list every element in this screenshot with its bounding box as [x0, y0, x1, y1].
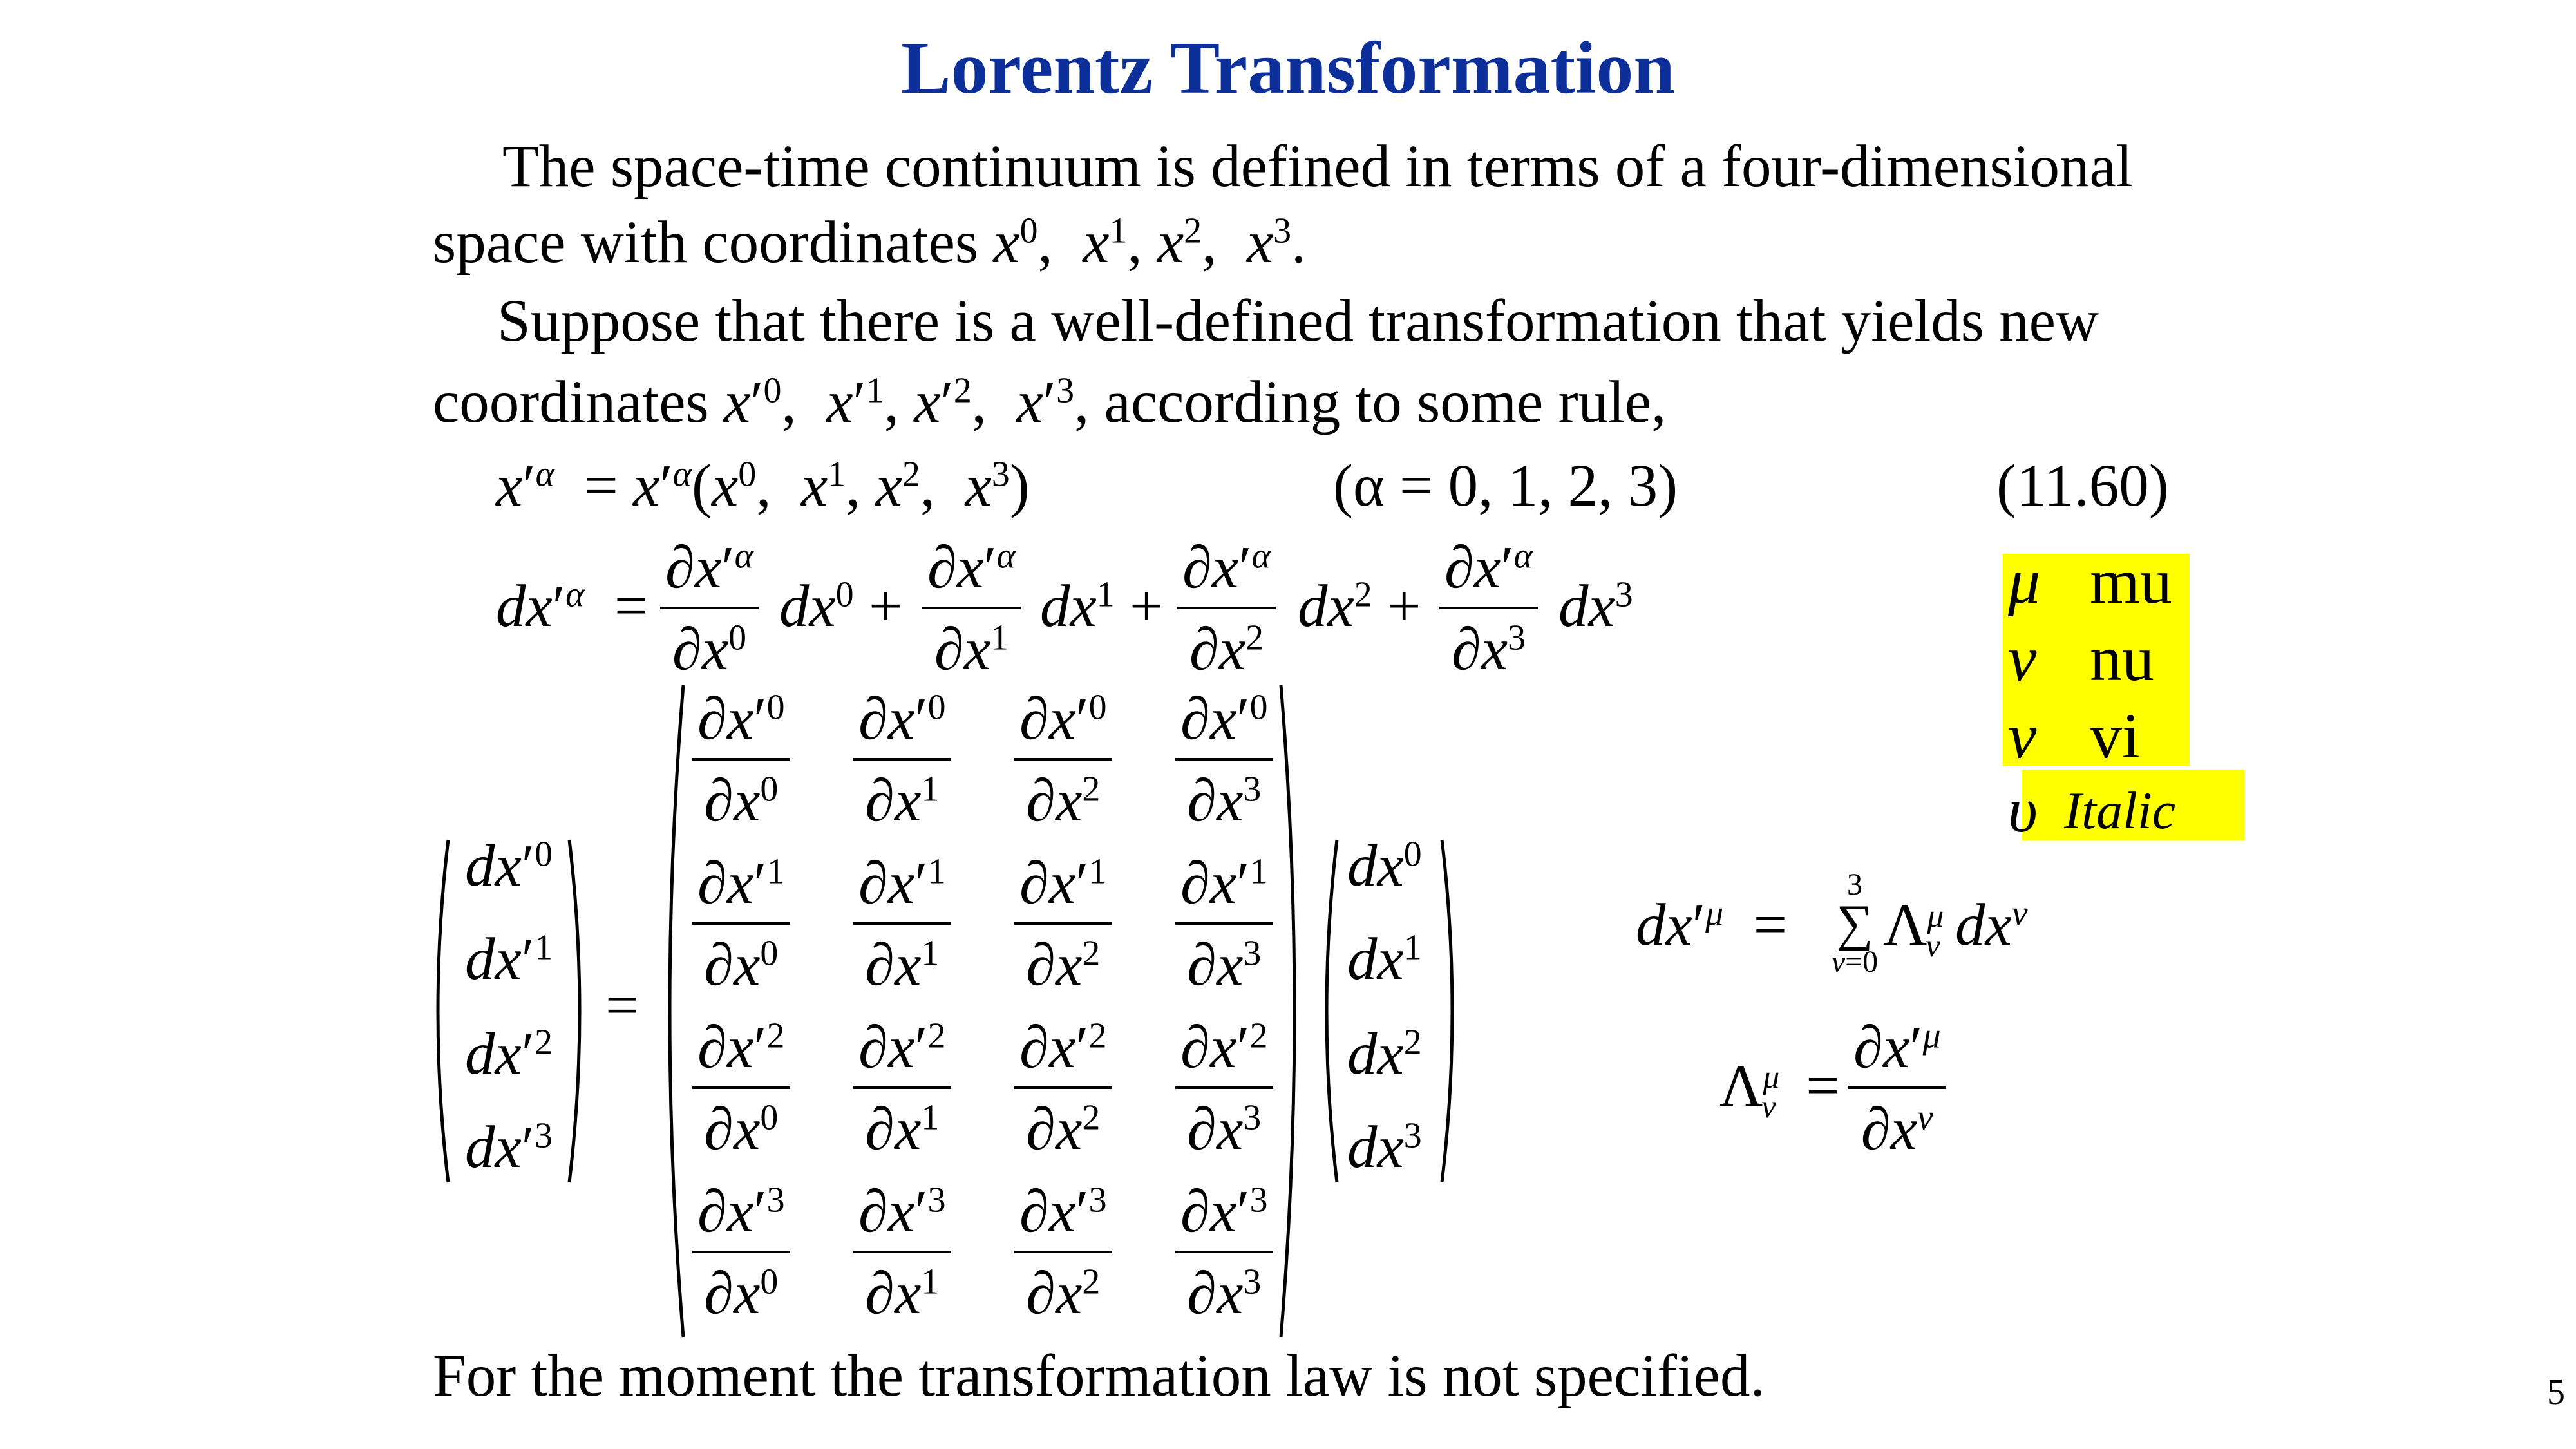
rhs-dx-3: $dx^3$ [1347, 1114, 1422, 1180]
dx-prime-alpha-lhs: $dx'^\alpha$ = [496, 573, 649, 639]
lhs-dx-prime-0: $dx'^0$ [465, 833, 553, 899]
jacobian-entry-2-0: $\partial x'^2$ $\partial x^0$ [692, 1018, 790, 1159]
legend-symbol-1: ν [2008, 623, 2037, 694]
right-vector-lparen [1314, 837, 1340, 1185]
matrix-lparen [654, 683, 686, 1340]
lhs-dx-prime-3: $dx'^3$ [465, 1114, 553, 1180]
legend-symbol-3: υ [2008, 774, 2038, 846]
matrix-rparen [1278, 683, 1311, 1340]
legend-name-1: nu [2090, 623, 2154, 694]
jacobian-entry-0-3: $\partial x'^0$ $\partial x^3$ [1175, 689, 1273, 831]
rhs-dx-1: $dx^1$ [1347, 926, 1422, 992]
paragraph2-line1: Suppose that there is a well-defined transformation that yields new [497, 288, 2099, 354]
legend-name-3: Italic [2064, 781, 2176, 840]
jacobian-entry-2-3: $\partial x'^2$ $\partial x^3$ [1175, 1018, 1273, 1159]
paragraph2-line2-start: coordinates [433, 369, 709, 435]
paragraph2-line2-end: , according to some rule, [1074, 369, 1667, 435]
jacobian-entry-3-3: $\partial x'^3$ $\partial x^3$ [1175, 1182, 1273, 1323]
partial-frac-1: $\partial x'^\alpha$ $\partial x^1$ [922, 538, 1021, 679]
legend-name-2: vi [2090, 700, 2140, 772]
jacobian-entry-1-3: $\partial x'^1$ $\partial x^3$ [1175, 853, 1273, 995]
legend-symbol-0: μ [2008, 545, 2041, 617]
jacobian-entry-0-0: $\partial x'^0$ $\partial x^0$ [692, 689, 790, 831]
sum-symbol: 3 ∑ ν=0 [1831, 867, 1879, 979]
rhs-dx-2: $dx^2$ [1347, 1021, 1422, 1087]
jacobian-entry-0-2: $\partial x'^0$ $\partial x^2$ [1014, 689, 1112, 831]
jacobian-entry-2-2: $\partial x'^2$ $\partial x^2$ [1014, 1018, 1112, 1159]
partial-frac-0: $\partial x'^\alpha$ $\partial x^0$ [660, 538, 759, 679]
lambda-def-lhs: $\Lambda^\mu_\nu$ = [1719, 1053, 1840, 1125]
dx3-term: $dx^3$ [1558, 573, 1633, 639]
jacobian-entry-1-0: $\partial x'^1$ $\partial x^0$ [692, 853, 790, 995]
paragraph1-line2-text: space with coordinates [433, 209, 979, 276]
primed-coordinates: $x'^0$, $x'^1$, $x'^2$, $x'^3$ [723, 369, 1075, 435]
partial-frac-3: $\partial x'^\alpha$ $\partial x^3$ [1439, 538, 1538, 679]
footer-text: For the moment the transformation law is not specified. [433, 1343, 1765, 1409]
paragraph2-line2 [433, 369, 1667, 435]
dx1-term: $dx^1$ + [1040, 573, 1164, 639]
paragraph1-line2 [433, 209, 1307, 276]
legend-symbol-2: ν [2008, 700, 2037, 772]
jacobian-entry-0-1: $\partial x'^0$ $\partial x^1$ [853, 689, 951, 831]
lambda-def-frac: $\partial x'^\mu$ $\partial x^\nu$ [1848, 1018, 1946, 1159]
sum-rhs: $\Lambda^\mu_\nu$ $dx^\nu$ [1884, 892, 2028, 964]
left-vector-lparen [425, 837, 451, 1185]
jacobian-entry-1-1: $\partial x'^1$ $\partial x^1$ [853, 853, 951, 995]
jacobian-entry-1-2: $\partial x'^1$ $\partial x^2$ [1014, 853, 1112, 995]
jacobian-entry-3-1: $\partial x'^3$ $\partial x^1$ [853, 1182, 951, 1323]
coordinates-list: $x^0$, $x^1$, $x^2$, $x^3$. [993, 209, 1307, 276]
dx0-term: $dx^0$ + [779, 573, 903, 639]
lhs-dx-prime-2: $dx'^2$ [465, 1021, 553, 1087]
sum-lhs: $dx'^\mu$ = [1636, 892, 1788, 958]
partial-frac-2: $\partial x'^\alpha$ $\partial x^2$ [1177, 538, 1276, 679]
paragraph1-line1: The space-time continuum is defined in terms of a four-dimensional [502, 133, 2133, 200]
slide-title: Lorentz Transformation [901, 27, 1675, 109]
page-number: 5 [2547, 1372, 2565, 1412]
equation-11-60: $x'^\alpha = x'^\alpha(x^0$, $x^1$, $x^2$, $x^3$) [496, 453, 1030, 519]
legend-name-0: mu [2090, 545, 2172, 617]
right-vector-rparen [1439, 837, 1465, 1185]
left-vector-rparen [567, 837, 592, 1185]
jacobian-entry-2-1: $\partial x'^2$ $\partial x^1$ [853, 1018, 951, 1159]
rhs-dx-0: $dx^0$ [1347, 833, 1422, 899]
jacobian-entry-3-2: $\partial x'^3$ $\partial x^2$ [1014, 1182, 1112, 1323]
lhs-dx-prime-1: $dx'^1$ [465, 926, 553, 992]
alpha-condition: (α = 0, 1, 2, 3) [1333, 453, 1678, 519]
equation-number: (11.60) [1996, 453, 2169, 519]
jacobian-entry-3-0: $\partial x'^3$ $\partial x^0$ [692, 1182, 790, 1323]
dx2-term: $dx^2$ + [1298, 573, 1421, 639]
matrix-equals: = [605, 972, 639, 1039]
